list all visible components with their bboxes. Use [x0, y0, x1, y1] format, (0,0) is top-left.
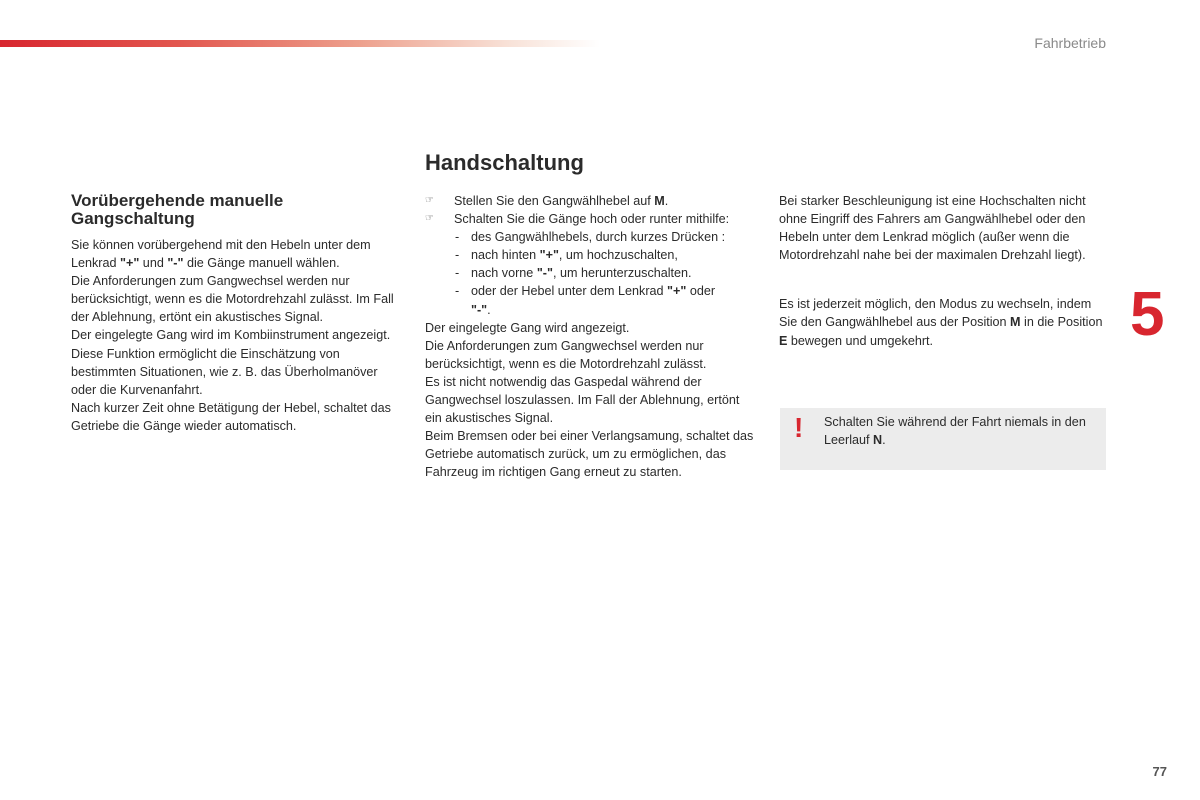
warning-text: Schalten Sie während der Fahrt niemals in den Leerlauf N. [824, 415, 1086, 448]
middle-paragraph-3: Es ist nicht notwendig das Gaspedal während der Gangwechsel loszulassen. Im Fall der Ablehnung, ertönt ein akustisches Signal. [425, 374, 740, 426]
sub-list-item: - oder der Hebel unter dem Lenkrad "+" oder "-". [455, 284, 716, 317]
left-paragraph-1: Sie können vorübergehend mit den Hebeln unter dem Lenkrad "+" und "-" die Gänge manuell wählen. [71, 238, 371, 271]
left-column [71, 192, 396, 435]
section-name: Fahrbetrieb [1034, 35, 1106, 51]
middle-paragraph-1: Der eingelegte Gang wird angezeigt. [425, 320, 630, 335]
page-number: 77 [1152, 764, 1167, 779]
right-paragraph-2: Es ist jederzeit möglich, den Modus zu wechseln, indem Sie den Gangwählhebel aus der Position M in die Position E bewegen und umgekehrt. [779, 297, 1103, 348]
page-title: Handschaltung [425, 150, 584, 175]
header-accent-bar [0, 40, 600, 47]
sub-list-item: - nach vorne "-", um herunterzuschalten. [455, 266, 692, 281]
pointing-hand-icon: ☞ [425, 213, 434, 225]
sub-list-item: - nach hinten "+", um hochzuschalten, [455, 248, 678, 263]
warning-box [780, 408, 1106, 470]
left-heading: Vorübergehende manuelle Gangschaltung [71, 191, 284, 228]
chapter-number: 5 [1130, 280, 1165, 349]
middle-paragraph-4: Beim Bremsen oder bei einer Verlangsamung, schaltet das Getriebe automatisch zurück, um zu ermöglichen, das Fahrzeug im richtigen Gang erneut zu starten. [425, 429, 754, 480]
right-paragraph-1: Bei starker Beschleunigung ist eine Hochschalten nicht ohne Eingriff des Fahrers am Gangwählhebel oder den Hebeln unter dem Lenkrad möglich (außer wenn die Motordrehzahl nahe bei der maximalen Drehzahl liegt). [779, 194, 1086, 263]
list-item: ☞ Schalten Sie die Gänge hoch oder runter mithilfe: - des Gangwählhebels, durch kurzes Drücken : - nach hinten "+", um hochzuschalten, - nach vorne "-", um herunterzuschalten. - oder der Hebel unter dem Lenkrad "+" oder "-". [425, 210, 755, 319]
sub-list [454, 228, 755, 318]
left-paragraph-4: Diese Funktion ermöglicht die Einschätzung von bestimmten Situationen, wie z. B. das Überholmanöver oder die Kurvenanfahrt. [71, 346, 378, 397]
middle-paragraph-2: Die Anforderungen zum Gangwechsel werden nur berücksichtigt, wenn es die Motordrehzahl zulässt. [425, 338, 707, 371]
right-column [779, 192, 1104, 350]
left-paragraph-2: Die Anforderungen zum Gangwechsel werden nur berücksichtigt, wenn es die Motordrehzahl zulässt. Im Fall der Ablehnung, ertönt ein akustisches Signal. [71, 274, 394, 325]
sub-list-item: - des Gangwählhebels, durch kurzes Drücken : [455, 230, 726, 245]
left-paragraph-5: Nach kurzer Zeit ohne Betätigung der Hebel, schaltet das Getriebe die Gänge wieder automatisch. [71, 400, 391, 433]
middle-column [425, 192, 755, 482]
instruction-list [425, 192, 755, 319]
list-item: ☞ Stellen Sie den Gangwählhebel auf M. [425, 192, 755, 210]
warning-icon: ! [794, 412, 804, 443]
left-paragraph-3: Der eingelegte Gang wird im Kombiinstrument angezeigt. [71, 328, 391, 343]
pointing-hand-icon: ☞ [425, 195, 434, 206]
